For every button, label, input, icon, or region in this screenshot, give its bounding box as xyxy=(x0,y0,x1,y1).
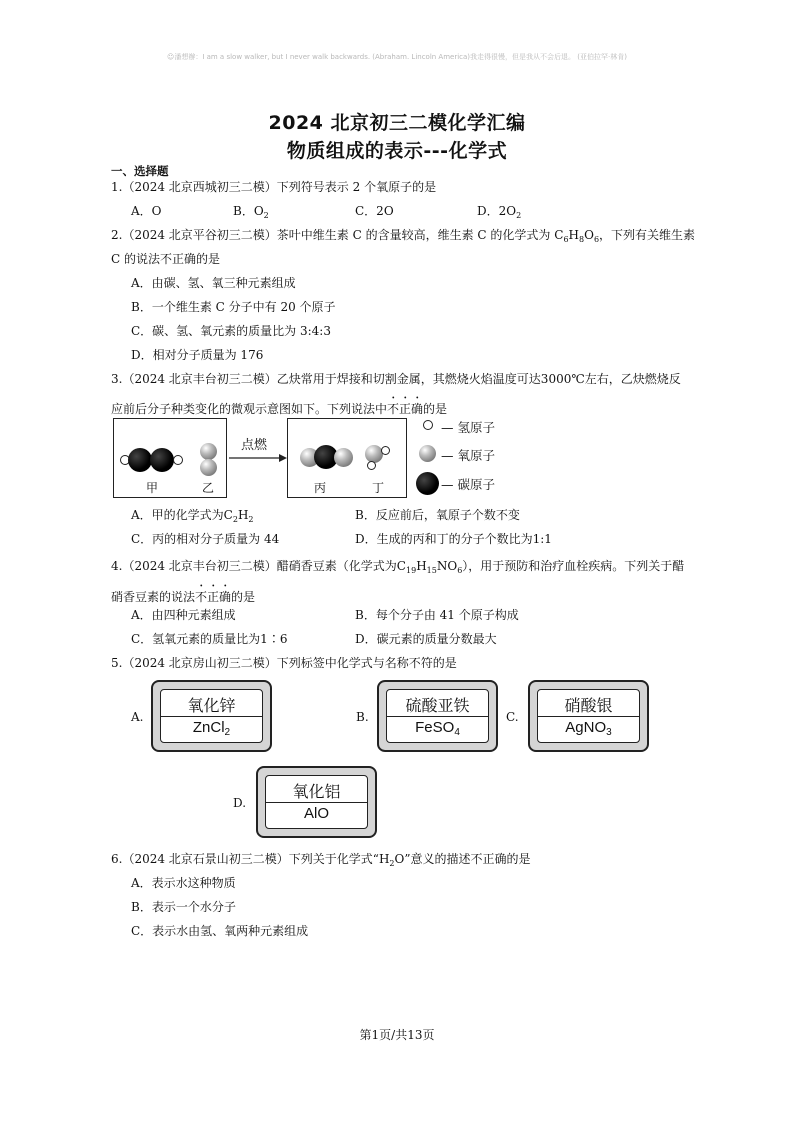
page-footer: 第1页/共13页 xyxy=(359,1028,435,1042)
q6-stem: 6.（2024 北京石景山初三二模）下列关于化学式“$H_2O$”意义的描述不正确的是 xyxy=(111,852,531,868)
q5-label-d xyxy=(256,766,377,838)
doc-subtitle: 物质组成的表示---化学式 xyxy=(286,140,508,162)
q1-stem: 1.（2024 北京西城初三二模）下列符号表示 2 个氧原子的是 xyxy=(111,180,437,194)
q2-stem: 2.（2024 北京平谷初三二模）茶叶中维生素 C 的含量较高，维生素 C 的化学式为 $C_6H_8O_6$，下列有关维生素 xyxy=(111,228,696,244)
hydrogen-atom xyxy=(381,446,390,455)
q1-option-a: A．O xyxy=(131,204,162,218)
label-name: 硫酸亚铁 xyxy=(405,696,470,715)
q5-label-b xyxy=(377,680,498,752)
q5-label-c xyxy=(528,680,649,752)
oxygen-atom xyxy=(334,448,353,467)
legend-carbon: — 碳原子 xyxy=(441,477,495,492)
label-divider xyxy=(387,716,488,717)
legend-hydrogen: — 氢原子 xyxy=(441,420,495,435)
label-panel xyxy=(160,689,263,743)
q1-option-d: D．$2O_2$ xyxy=(477,204,522,220)
q5-option-d-letter: D. xyxy=(233,796,247,810)
watermark: ☺潘想辦：I am a slow walker, but I never walk backwards. (Abraham. Lincoln America)我走得很慢，但是我从不会后退。 (亚伯拉罕·林肯) xyxy=(167,53,627,61)
reactants-box xyxy=(113,418,227,498)
q3-option-a: A．甲的化学式为$C_2H_2$ xyxy=(131,508,254,524)
q5-option-a-letter: A. xyxy=(131,710,144,724)
hydrogen-atom xyxy=(367,461,376,470)
legend-carbon-icon xyxy=(416,472,439,495)
q5-label-a xyxy=(151,680,272,752)
label-jia: 甲 xyxy=(146,481,159,495)
q2-option-a: A．由碳、氢、氧三种元素组成 xyxy=(131,276,296,290)
q3-stem: 3.（2024 北京丰台初三二模）乙炔常用于焊接和切割金属，其燃烧火焰温度可达3000℃左右，乙炔燃烧反 xyxy=(111,372,681,386)
legend-oxygen: — 氧原子 xyxy=(441,448,495,463)
q6-option-b: B．表示一个水分子 xyxy=(131,900,236,914)
q6-option-c: C．表示水由氢、氧两种元素组成 xyxy=(131,924,309,938)
q5-option-b-letter: B. xyxy=(356,710,369,724)
q4-option-d: D．碳元素的质量分数最大 xyxy=(355,632,497,646)
label-formula: AgNO$_3$ xyxy=(565,719,612,738)
label-ding: 丁 xyxy=(372,481,385,495)
reaction-diagram xyxy=(113,418,713,500)
label-panel xyxy=(537,689,640,743)
label-yi: 乙 xyxy=(202,481,215,495)
products-box xyxy=(287,418,407,498)
oxygen-atom xyxy=(200,443,217,460)
label-formula: FeSO$_4$ xyxy=(415,719,460,738)
oxygen-atom xyxy=(365,445,383,463)
q5-stem: 5.（2024 北京房山初三二模）下列标签中化学式与名称不符的是 xyxy=(111,656,457,670)
reaction-arrow xyxy=(227,452,289,464)
carbon-atom xyxy=(128,448,152,472)
q1-option-b: B．$O_2$ xyxy=(233,204,269,220)
q3-option-d: D．生成的丙和丁的分子个数比为1:1 xyxy=(355,532,552,546)
label-panel xyxy=(265,775,368,829)
carbon-atom xyxy=(150,448,174,472)
q4-option-b: B．每个分子由 41 个原子构成 xyxy=(355,608,519,622)
q6-option-a: A．表示水这种物质 xyxy=(131,876,236,890)
q5-option-c-letter: C. xyxy=(506,710,519,724)
label-name: 硝酸银 xyxy=(564,696,613,715)
label-name: 氧化铝 xyxy=(292,782,341,801)
label-bing: 丙 xyxy=(314,481,327,495)
legend-oxygen-icon xyxy=(419,445,436,462)
q3-option-c: C．丙的相对分子质量为 44 xyxy=(131,532,280,546)
legend-hydrogen-icon xyxy=(423,420,433,430)
arrow-label: 点燃 xyxy=(241,438,268,453)
q2-stem-line2: C 的说法不正确的是 xyxy=(111,252,220,266)
q3-option-b: B．反应前后，氧原子个数不变 xyxy=(355,508,520,522)
oxygen-atom xyxy=(200,459,217,476)
q2-option-b: B．一个维生素 C 分子中有 20 个原子 xyxy=(131,300,336,314)
label-name: 氧化锌 xyxy=(187,696,236,715)
q4-option-a: A．由四种元素组成 xyxy=(131,608,236,622)
q2-option-d: D．相对分子质量为 176 xyxy=(131,348,264,362)
label-formula: AlO xyxy=(303,805,329,822)
q1-option-c: C．2O xyxy=(355,204,394,218)
q2-option-c: C．碳、氢、氧元素的质量比为 3:4:3 xyxy=(131,324,331,338)
doc-title: 2024 北京初三二模化学汇编 xyxy=(268,112,526,134)
q4-stem: 4.（2024 北京丰台初三二模）醋硝香豆素（化学式为$C_{19}H_{15}NO_6$），用于预防和治疗血栓疾病。下列关于醋 xyxy=(111,559,685,575)
hydrogen-atom xyxy=(173,455,183,465)
label-panel xyxy=(386,689,489,743)
label-divider xyxy=(161,716,262,717)
q3-stem-line2: 应前后分子种类变化的微观示意图如下。下列说法中不正确的是 xyxy=(111,402,448,416)
section-title: 一、选择题 xyxy=(111,164,169,178)
label-divider xyxy=(538,716,639,717)
label-formula: ZnCl$_2$ xyxy=(192,719,231,738)
q4-stem-line2: 硝香豆素的说法不正确的是 xyxy=(111,590,256,604)
label-divider xyxy=(266,802,367,803)
q4-option-c: C．氢氧元素的质量比为1∶6 xyxy=(131,632,288,646)
